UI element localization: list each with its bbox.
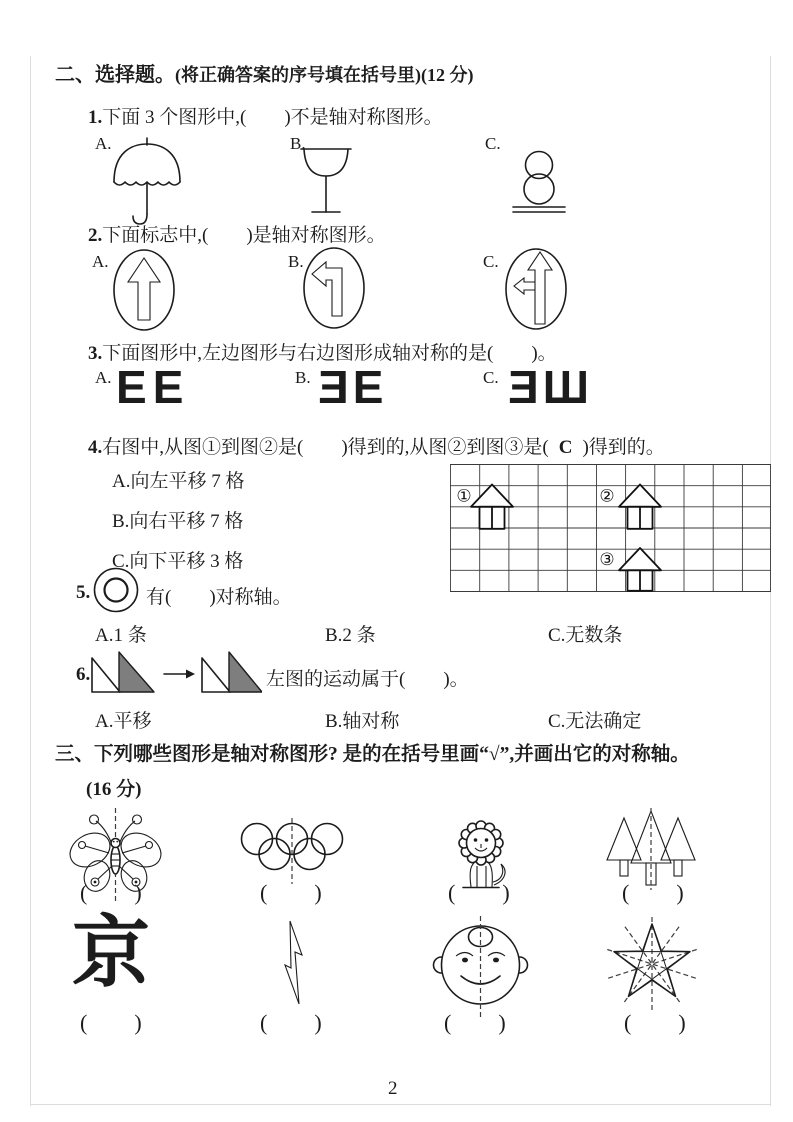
q3-option-a-label: A. — [95, 368, 112, 387]
q4-option-c: C.向下平移 3 格 — [112, 551, 244, 572]
q5-option-c: C.无数条 — [548, 625, 623, 646]
page-edge-line — [30, 1104, 771, 1105]
concentric-rings-icon — [92, 566, 140, 614]
lightning-bolt-icon — [276, 920, 316, 1006]
grid-label-1: ① — [456, 486, 472, 506]
answer-bracket: ( ) — [260, 880, 323, 905]
q2-number: 2. — [88, 225, 103, 246]
answer-bracket: ( ) — [622, 880, 685, 905]
q2-option-b-label: B. — [288, 252, 304, 271]
q6-option-b: B.轴对称 — [325, 711, 400, 732]
stacked-circles-icon — [510, 148, 568, 218]
answer-bracket: ( ) — [624, 1010, 687, 1035]
triangles-translation-figure — [90, 648, 262, 696]
answer-bracket: ( ) — [80, 880, 143, 905]
grid-label-2: ② — [599, 486, 615, 506]
jing-character: 京 — [72, 909, 151, 996]
house-1 — [471, 485, 513, 529]
answer-bracket: ( ) — [80, 1010, 143, 1035]
q4-text: 4.右图中,从图①到图②是( )得到的,从图②到图③是( C )得到的。 — [88, 437, 665, 458]
answer-bracket: ( ) — [260, 1010, 323, 1035]
answer-bracket: ( ) — [448, 880, 511, 905]
umbrella-icon — [108, 136, 186, 228]
q4-number: 4. — [88, 437, 103, 458]
up-and-left-arrow-sign-icon — [504, 248, 568, 330]
section-two-score: (12 分) — [421, 65, 474, 85]
q1-option-b-label: B. — [290, 134, 306, 153]
q6-option-a: A.平移 — [95, 711, 152, 732]
q2-text: 2.下面标志中,( )是轴对称图形。 — [88, 225, 386, 246]
olympic-rings-icon — [236, 818, 348, 884]
q4-option-a: A.向左平移 7 格 — [112, 471, 245, 492]
q2-option-a-label: A. — [92, 252, 109, 271]
q5-text: 有( )对称轴。 — [146, 587, 292, 608]
q6-text: 左图的运动属于( )。 — [266, 669, 469, 690]
q6-option-c: C.无法确定 — [548, 711, 642, 732]
translation-grid-figure — [450, 464, 771, 592]
q4-answer: C — [558, 437, 573, 458]
symmetry-axes — [607, 917, 696, 1011]
five-pointed-star-icon — [602, 914, 702, 1014]
q5-number: 5. — [76, 582, 91, 603]
section-two-heading — [55, 58, 474, 87]
q2-option-c-label: C. — [483, 252, 499, 271]
q3-text: 3.下面图形中,左边图形与右边图形成轴对称的是( )。 — [88, 343, 557, 364]
answer-bracket: ( ) — [444, 1010, 507, 1035]
section-three-heading: 三、下列哪些图形是轴对称图形? 是的在括号里画“√”,并画出它的对称轴。 — [55, 744, 690, 765]
q3-option-c-label: C. — [483, 368, 499, 387]
q3-figure-a: EE — [116, 361, 186, 413]
section-two-title: 二、选择题。 — [55, 64, 175, 86]
left-turn-arrow-sign-icon — [302, 246, 366, 330]
q3-figure-c: EШ — [506, 361, 591, 413]
q5-option-b: B.2 条 — [325, 625, 376, 646]
q4-option-b: B.向右平移 7 格 — [112, 511, 244, 532]
baby-face-icon — [428, 916, 533, 1018]
section-two-note: (将正确答案的序号填在括号里) — [175, 65, 421, 85]
up-arrow-sign-icon — [112, 248, 176, 332]
q5-option-a: A.1 条 — [95, 625, 147, 646]
goblet-icon — [300, 146, 352, 218]
q1-number: 1. — [88, 107, 103, 128]
q1-option-a-label: A. — [95, 134, 112, 153]
page-edge-line — [30, 56, 31, 1106]
q3-number: 3. — [88, 343, 103, 364]
section-three-score: (16 分) — [86, 779, 142, 800]
q6-number: 6. — [76, 664, 91, 685]
q3-option-b-label: B. — [295, 368, 311, 387]
q1-option-c-label: C. — [485, 134, 501, 153]
grid-label-3: ③ — [599, 550, 615, 569]
page-number: 2 — [388, 1078, 398, 1099]
q3-figure-b: EE — [316, 361, 386, 413]
q1-text: 1.下面 3 个图形中,( )不是轴对称图形。 — [88, 107, 443, 128]
